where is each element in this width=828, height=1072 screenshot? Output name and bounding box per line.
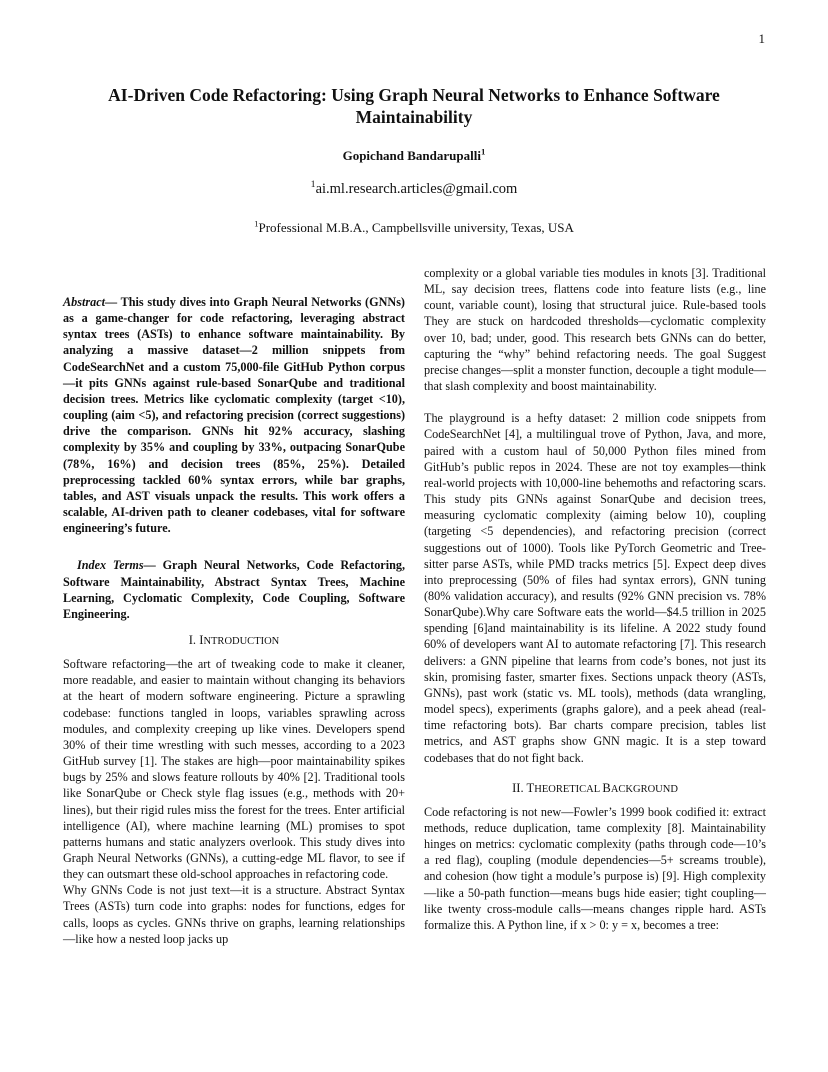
section-title-rest: NTRODUCTION [203, 635, 280, 647]
section-heading-theoretical-background [424, 780, 766, 798]
intro-paragraph-1: Software refactoring—the art of tweaking code to make it cleaner, more readable, and easier to maintain without changing its behaviors at the heart of modern software engineering. Picture a sprawling codebase: functions tangled in loops, variables sprawling across modules, and complexity creeping up like vines. Developers spend 30% of their time wrestling with such messes, according to a 2023 GitHub survey [1]. The stakes are high—poor maintainability spikes bugs by 25% and slows feature rollouts by 40% [2]. Traditional tools like SonarQube or Check style flag issues (e.g., methods with 20+ lines), but their rigid rules miss the forest for the trees. Enter artificial intelligence (AI), where machine learning (ML) promises to spot patterns humans and static analyzers overlook. This study dives into Graph Neural Networks (GNNs), a cutting-edge ML flavor, to see if they can outsmart these old-school approaches in refactoring code. [63, 657, 405, 882]
section-title-rest-2: ACKGROUND [610, 783, 678, 795]
email-text: ai.ml.research.articles@gmail.com [315, 181, 518, 197]
section-title-initial: T [526, 780, 535, 795]
intro-paragraph-2-start [63, 882, 405, 947]
author-name [0, 148, 828, 164]
section-title-initial: I [199, 632, 204, 647]
author-email [0, 181, 828, 198]
author-affiliation [0, 220, 828, 236]
abstract-text: This study dives into Graph Neural Networks (GNNs) as a game-changer for code refactoring, leveraging abstract syntax trees (ASTs) to enhance software maintainability. By analyzing a massive dataset—2 million snippets from CodeSearchNet and a custom 75,000-file GitHub Python corpus—it pits GNNs against rule-based SonarQube and traditional decision trees. Metrics like cyclomatic complexity (target <10), coupling (aim <5), and refactoring precision (correct suggestions) drive the comparison. GNNs hit 92% accuracy, slashing complexity by 35% and coupling by 33%, outpacing SonarQube (78%, 16%) and decision trees (85%, 25%). Detailed preprocessing tackled 60% syntax errors, while bar graphs, tables, and AST visuals unpack the results. This work offers a scalable, AI-driven path to cleaner codebases, vital for software engineering’s future. [63, 295, 405, 536]
paper-title: AI-Driven Code Refactoring: Using Graph Neural Networks to Enhance Software Maintainability [108, 85, 720, 127]
abstract-label: Abstract— [63, 295, 118, 309]
email-superscript: 1 [310, 179, 316, 191]
affiliation-superscript: 1 [254, 218, 259, 229]
section-numeral: I. [188, 632, 200, 647]
affiliation-text: Professional M.B.A., Campbellsville university, Texas, USA [258, 220, 574, 235]
author-superscript: 1 [480, 146, 486, 157]
abstract [63, 294, 405, 536]
section-title-rest: HEORETICAL [534, 783, 603, 795]
author-name-text: Gopichand Bandarupalli [342, 148, 481, 163]
section-numeral: II. [512, 780, 527, 795]
section-heading-introduction [63, 632, 405, 650]
intro-paragraph-2-continued [424, 265, 766, 394]
left-column [63, 294, 405, 947]
intro-paragraph-2-continued-text: complexity or a global variable ties modules in knots [3]. Traditional ML, say decision trees, flattens code into feature lists (e.g., line count, variable count), losing that structural juice. Rule-based tools They are stuck on hardcoded thresholds—cyclomatic complexity over 10, bad; under, good. This research bets GNNs can do better, capturing the “why” behind refactoring needs. The goal Suggest precise changes—split a monster function, decouple a tight module—that slash complexity and boost maintainability. [424, 266, 766, 394]
right-column [424, 265, 766, 933]
index-terms-label: Index Terms— [77, 558, 156, 573]
index-terms [63, 557, 405, 622]
index-terms-text: Graph Neural Networks, Code Refactoring, Software Maintainability, Abstract Syntax Trees, Machine Learning, Cyclomatic Complexity, Code Coupling, Software Engineering. [63, 558, 405, 621]
section-title-initial-2: B [602, 780, 611, 795]
intro-paragraph-2-text: Why GNNs Code is not just text—it is a structure. Abstract Syntax Trees (ASTs) turn code into graphs: nodes for functions, edges for calls, loops as cycles. GNNs thrive on graphs, learning relationships—like how a nested loop jacks up [63, 883, 405, 946]
page-number: 1 [758, 31, 765, 46]
intro-paragraph-3: The playground is a hefty dataset: 2 million code snippets from CodeSearchNet [4], a multilingual trove of Python, Java, and more, paired with a custom haul of 50,000 Python files mined from GitHub’s public repos in 2024. These are not toy examples—think real-world projects with 10,000-line behemoths and refactoring scars. This study pits GNNs against SonarQube and decision trees, measuring cyclomatic complexity (aiming below 10), coupling (targeting <5 dependencies), and refactoring precision (correct suggestions out of 1000). Tools like PyTorch Geometric and Tree-sitter parse ASTs, while PMD tracks metrics [5]. Expect deep dives into preprocessing (50% of files had syntax errors), GNN tuning (80% validation accuracy), and results (92% GNN precision vs. 78% SonarQube).Why care Software eats the world—$4.5 trillion in 2025 spending [6]and maintainability is its lifeline. A 2022 study found 60% of developers want AI to automate refactoring [7]. This research delivers: a GNN pipeline that learns from code’s bones, not just its skin, promising faster, smarter fixes. Sections unpack theory (ASTs, GNNs), past work (static vs. ML tools), methods (data wrangling, model specs), experiments (graphs galore), and a peek ahead (real-time refactoring bots). Bar charts compare precision, tables list metrics, and AST graphs show GNN magic. It is a step toward codebases that do not fight back. [424, 411, 766, 765]
background-paragraph-1: Code refactoring is not new—Fowler’s 1999 book codified it: extract methods, reduce duplication, tame complexity [8]. Maintainability hinges on metrics: cyclomatic complexity (paths through code—10’s a red flag), coupling (module dependencies—5+ screams trouble), and cohesion (how tight a module’s purpose is) [9]. High complexity—like a 50-path function—means bugs hide easier; tight coupling—like twenty cross-module calls—means changes ripple hard. ASTs formalize this. A Python line, if x > 0: y = x, becomes a tree: [424, 804, 766, 932]
